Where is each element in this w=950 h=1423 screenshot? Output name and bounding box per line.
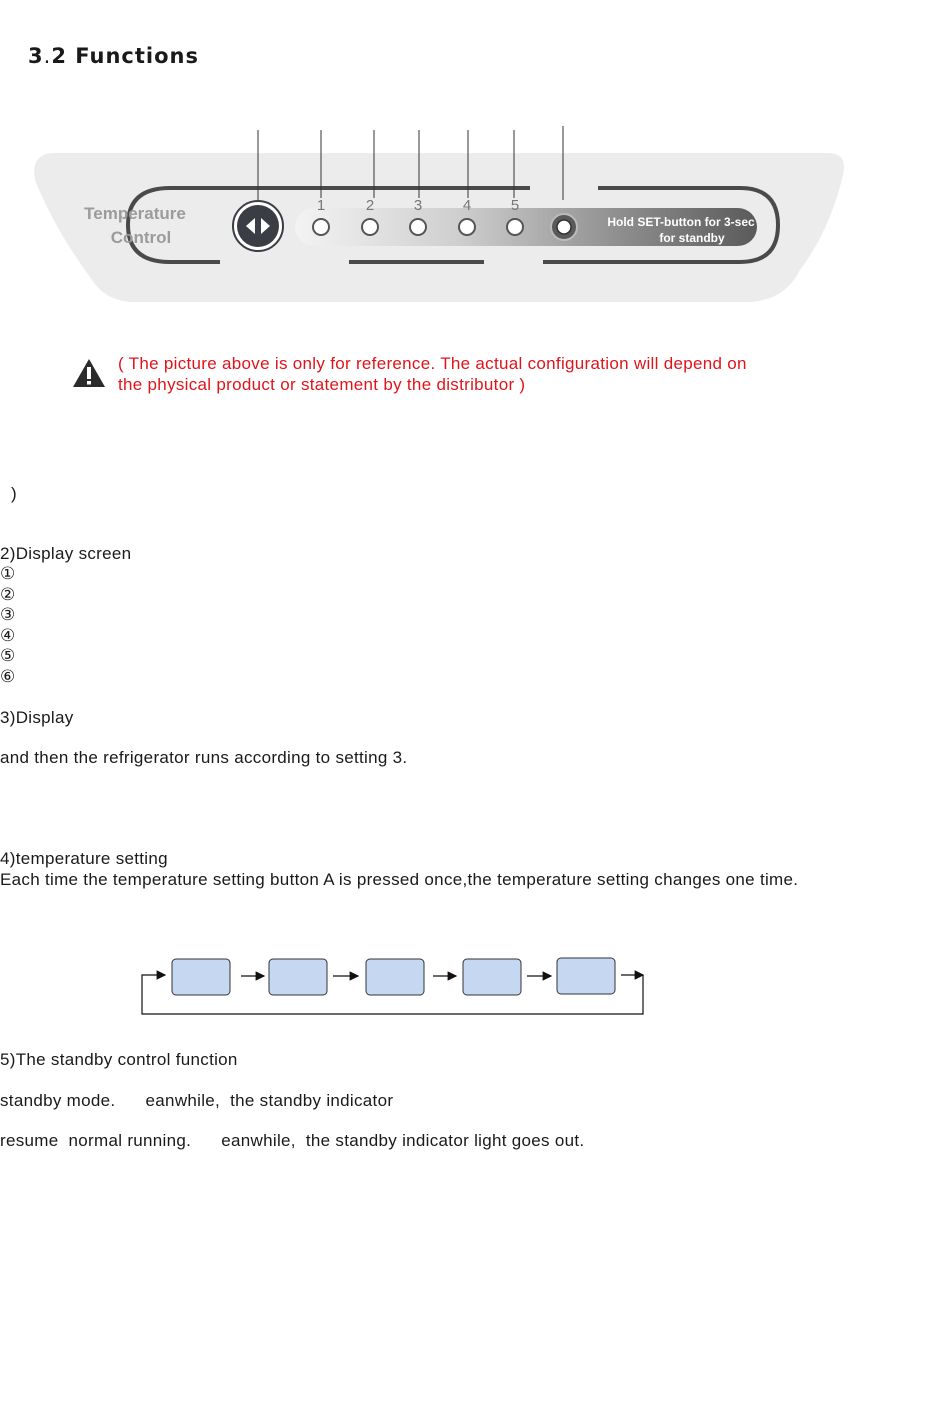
standby-hint-line1: Hold SET-button for 3-sec	[607, 215, 755, 229]
circled-2: ②	[0, 584, 16, 605]
circled-1: ①	[0, 564, 16, 584]
standby-hint-line2: for standby	[659, 231, 725, 245]
circled-4: ④	[0, 625, 16, 646]
warning-icon	[72, 358, 106, 388]
item1-fragment: )	[11, 484, 17, 503]
temp-setting-heading: 4)temperature setting	[0, 849, 168, 868]
panel-label-line1: Temperature	[84, 204, 186, 223]
set-button[interactable]	[551, 214, 577, 240]
reference-note	[118, 353, 747, 395]
flow-box-5	[557, 958, 615, 994]
note-line-2: the physical product or statement by the distributor )	[118, 375, 526, 394]
standby-heading: 5)The standby control function	[0, 1050, 238, 1069]
flow-box-2	[269, 959, 327, 995]
display-text: and then the refrigerator runs according to setting 3.	[0, 748, 408, 767]
display-screen-heading: 2)Display screen	[0, 544, 132, 563]
panel-label-line2: Control	[110, 228, 172, 247]
display-heading: 3)Display	[0, 708, 74, 727]
circled-6: ⑥	[0, 666, 16, 687]
temp-setting-text: Each time the temperature setting button A is pressed once,the temperature setting changes one time.	[0, 870, 799, 889]
standby-text-2: resume normal running. eanwhile, the standby indicator light goes out.	[0, 1131, 585, 1150]
circled-3: ③	[0, 605, 16, 626]
temp-cycle-diagram	[130, 950, 660, 1022]
flow-box-1	[172, 959, 230, 995]
circled-5: ⑤	[0, 646, 16, 667]
standby-text-1: standby mode. eanwhile, the standby indicator	[0, 1091, 394, 1110]
svg-text:4: 4	[462, 197, 472, 214]
svg-text:1: 1	[316, 197, 326, 214]
svg-text:5: 5	[510, 197, 520, 214]
section-title: 3.2 Functions	[28, 44, 199, 68]
flow-box-4	[463, 959, 521, 995]
svg-text:2: 2	[365, 197, 375, 214]
flow-box-3	[366, 959, 424, 995]
circled-list	[0, 564, 15, 688]
note-line-1: ( The picture above is only for reference. The actual configuration will depend on	[118, 354, 747, 373]
adjust-button[interactable]	[233, 201, 283, 251]
svg-text:3: 3	[413, 197, 423, 214]
control-panel-diagram	[0, 120, 950, 310]
